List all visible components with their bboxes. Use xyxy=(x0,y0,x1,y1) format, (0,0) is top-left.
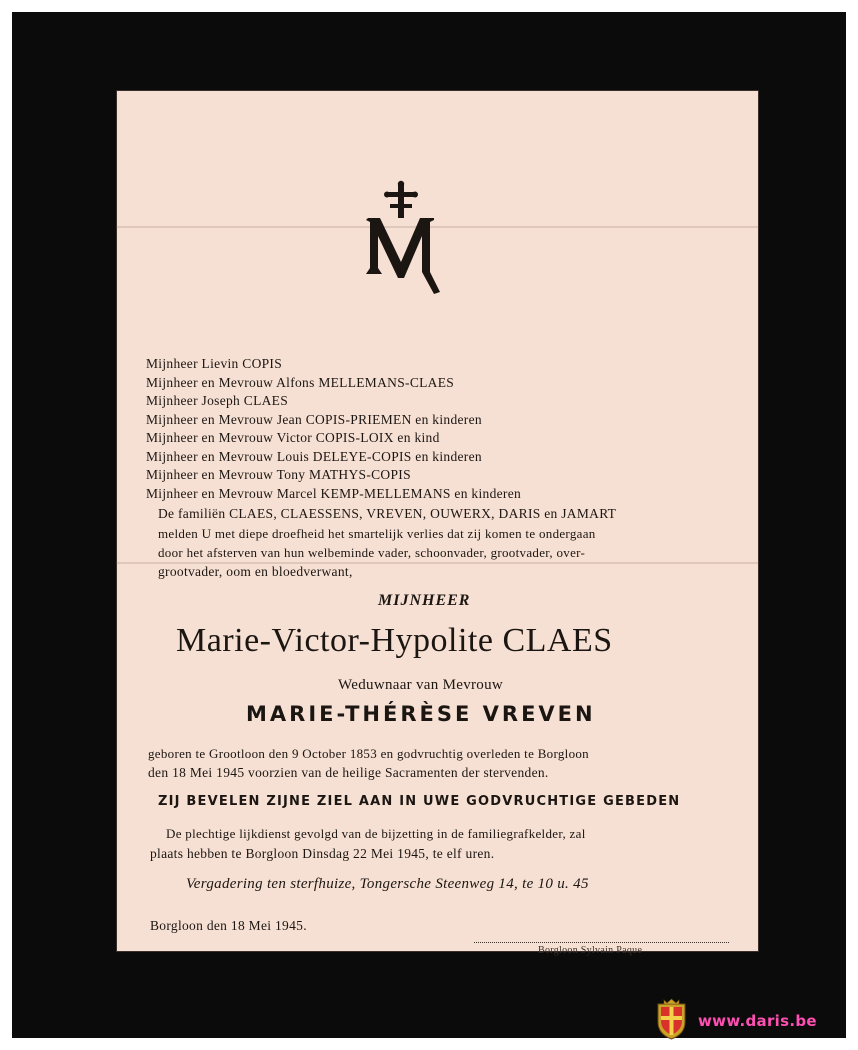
family-line: Mijnheer Lievin COPIS xyxy=(146,356,283,371)
announcement-line: door het afsterven van hun welbeminde vader, schoonvader, grootvader, over- xyxy=(158,545,586,560)
family-line: Mijnheer en Mevrouw Louis DELEYE-COPIS en kinderen xyxy=(146,449,482,464)
place-date: Borgloon den 18 Mei 1945. xyxy=(150,918,307,933)
announcement-line: grootvader, oom en bloedverwant, xyxy=(158,564,353,579)
widow-label: Weduwnaar van Mevrouw xyxy=(338,677,504,693)
service-line: plaats hebben te Borgloon Dinsdag 22 Mei 1945, te elf uren. xyxy=(150,846,495,861)
family-line: Mijnheer Joseph CLAES xyxy=(146,393,289,408)
birth-death-line: geboren te Grootloon den 9 October 1853 en godvruchtig overleden te Borgloon xyxy=(148,746,589,761)
cross-m-monogram-icon xyxy=(356,180,446,300)
printer-credit: Borgloon Sylvain Paque xyxy=(538,945,643,956)
deceased-name: Marie-Victor-Hypolite CLAES xyxy=(176,622,613,659)
family-line: Mijnheer en Mevrouw Alfons MELLEMANS-CLAES xyxy=(146,375,455,390)
prayer-line: ZIJ BEVELEN ZIJNE ZIEL AAN IN UWE GODVRUCHTIGE GEBEDEN xyxy=(158,794,681,809)
announcement-line: melden U met diepe droefheid het smartelijk verlies dat zij komen te ondergaan xyxy=(158,526,596,541)
service-line: De plechtige lijkdienst gevolgd van de bijzetting in de familiegrafkelder, zal xyxy=(166,826,586,841)
printer-rule xyxy=(474,942,729,943)
gathering-line: Vergadering ten sterfhuize, Tongersche Steenweg 14, te 10 u. 45 xyxy=(186,876,589,892)
family-line: Mijnheer en Mevrouw Jean COPIS-PRIEMEN en kinderen xyxy=(146,412,482,427)
family-line: Mijnheer en Mevrouw Marcel KEMP-MELLEMANS en kinderen xyxy=(146,486,522,501)
spouse-name: MARIE-THÉRÈSE VREVEN xyxy=(246,702,596,726)
title-heading: MIJNHEER xyxy=(378,592,471,609)
family-line: Mijnheer en Mevrouw Victor COPIS-LOIX en kind xyxy=(146,430,440,445)
memorial-card xyxy=(116,90,759,956)
birth-death-line: den 18 Mei 1945 voorzien van de heilige Sacramenten der stervenden. xyxy=(148,765,549,780)
family-line: Mijnheer en Mevrouw Tony MATHYS-COPIS xyxy=(146,467,411,482)
website-watermark[interactable]: www.daris.be xyxy=(698,1012,817,1030)
daris-crest-icon xyxy=(655,998,688,1040)
announcement-line: De familiën CLAES, CLAESSENS, VREVEN, OUWERX, DARIS en JAMART xyxy=(158,506,617,521)
